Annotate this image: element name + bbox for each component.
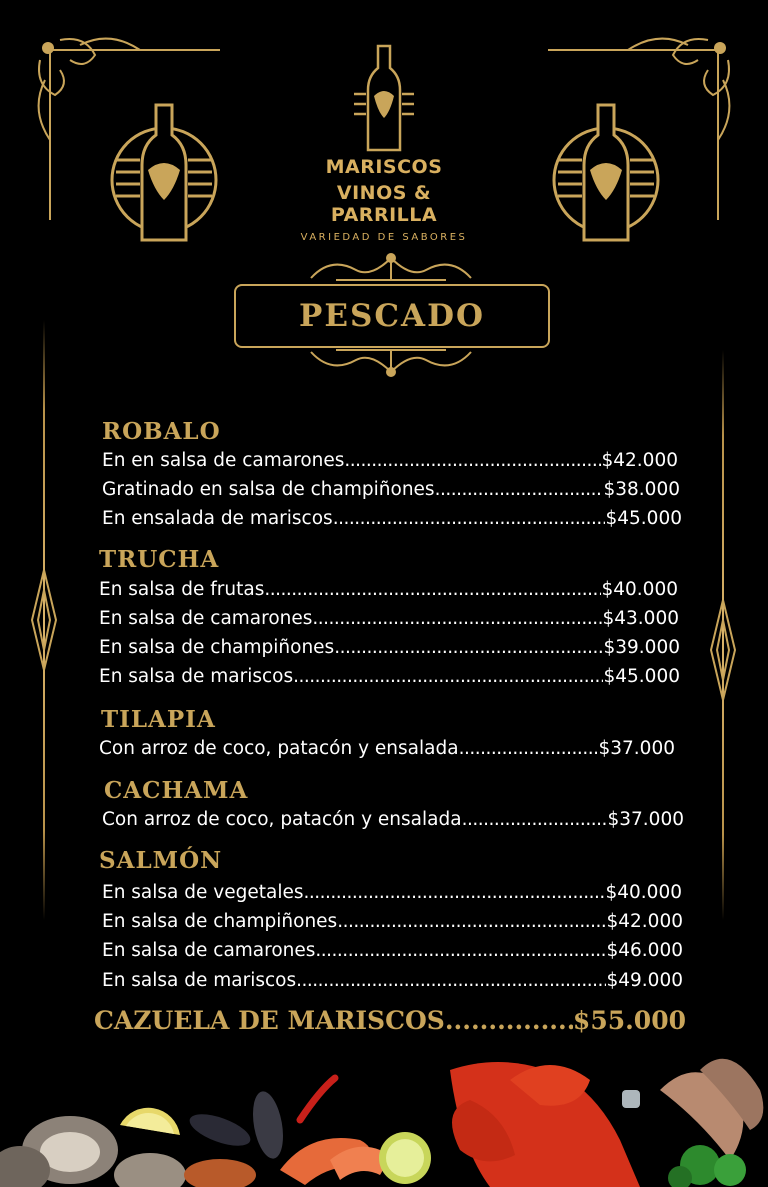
chili-icon <box>300 1078 335 1120</box>
center-bottle-logo-icon <box>352 44 416 154</box>
menu-item <box>99 738 675 759</box>
dot-leader <box>293 666 603 687</box>
item-label: En salsa de champiñones <box>99 637 335 658</box>
section-title-tilapia: TILAPIA <box>101 706 216 733</box>
item-price: $46.000 <box>606 940 683 961</box>
menu-item <box>99 637 680 658</box>
menu-item <box>102 479 680 500</box>
title-box <box>234 284 550 348</box>
dot-leader <box>303 882 605 903</box>
menu-item <box>102 508 682 529</box>
item-label: En salsa de mariscos <box>102 970 297 991</box>
menu-item <box>102 809 684 830</box>
left-bottle-logo-icon <box>108 100 220 250</box>
item-label: En salsa de camarones <box>99 608 313 629</box>
item-label: En salsa de champiñones <box>102 911 338 932</box>
item-label: Gratinado en salsa de champiñones <box>102 479 435 500</box>
dot-leader <box>344 450 601 471</box>
special-price: $55.000 <box>572 1006 686 1035</box>
dot-leader <box>435 479 604 500</box>
dot-leader <box>462 809 608 830</box>
menu-item <box>102 882 682 903</box>
item-price: $40.000 <box>605 882 682 903</box>
menu-item <box>99 608 679 629</box>
mussel-icon <box>186 1108 254 1152</box>
sauce-bowl-icon <box>184 1159 256 1187</box>
dot-leader <box>312 608 602 629</box>
seafood-illustration <box>0 1030 768 1187</box>
dot-leader <box>337 911 606 932</box>
brand-tagline: VARIEDAD DE SABORES <box>300 232 468 243</box>
item-price: $37.000 <box>598 738 675 759</box>
item-label: En salsa de vegetales <box>102 882 304 903</box>
brand-line-2: VINOS & PARRILLA <box>330 182 438 226</box>
dot-leader <box>315 940 606 961</box>
menu-item <box>102 911 683 932</box>
title-ornament-top <box>306 250 476 284</box>
item-price: $45.000 <box>603 666 680 687</box>
item-price: $39.000 <box>603 637 680 658</box>
brand-line-1: MARISCOS <box>325 156 443 178</box>
title-ornament-bottom <box>306 346 476 380</box>
section-title-cachama: CACHAMA <box>104 777 249 804</box>
item-price: $42.000 <box>606 911 683 932</box>
item-label: En salsa de frutas <box>99 579 265 600</box>
item-price: $38.000 <box>603 479 680 500</box>
page-title: PESCADO <box>299 298 485 334</box>
menu-item <box>102 940 683 961</box>
menu-item <box>99 579 678 600</box>
item-price: $43.000 <box>602 608 679 629</box>
left-side-ornament <box>30 570 58 670</box>
dot-leader <box>296 970 606 991</box>
special-label: CAZUELA DE MARISCOS <box>94 1006 445 1035</box>
item-label: Con arroz de coco, patacón y ensalada <box>99 738 459 759</box>
dot-leader <box>264 579 601 600</box>
right-bottle-logo-icon <box>550 100 662 250</box>
item-price: $42.000 <box>601 450 678 471</box>
dot-leader <box>333 508 606 529</box>
dot-leader <box>459 738 599 759</box>
item-price: $37.000 <box>607 809 684 830</box>
item-price: $49.000 <box>606 970 683 991</box>
item-label: En salsa de camarones <box>102 940 316 961</box>
menu-item <box>102 450 678 471</box>
item-price: $45.000 <box>605 508 682 529</box>
item-label: En ensalada de mariscos <box>102 508 333 529</box>
menu-item <box>102 970 683 991</box>
menu-item <box>99 666 680 687</box>
right-side-ornament <box>709 600 737 700</box>
section-title-trucha: TRUCHA <box>99 546 220 573</box>
brand-block <box>284 40 484 243</box>
section-title-robalo: ROBALO <box>102 418 221 445</box>
item-label: En en salsa de camarones <box>102 450 345 471</box>
ice-icon <box>622 1090 640 1108</box>
item-label: En salsa de mariscos <box>99 666 294 687</box>
item-price: $40.000 <box>601 579 678 600</box>
dot-leader <box>334 637 603 658</box>
section-title-salmon: SALMÓN <box>99 847 223 874</box>
item-label: Con arroz de coco, patacón y ensalada <box>102 809 462 830</box>
